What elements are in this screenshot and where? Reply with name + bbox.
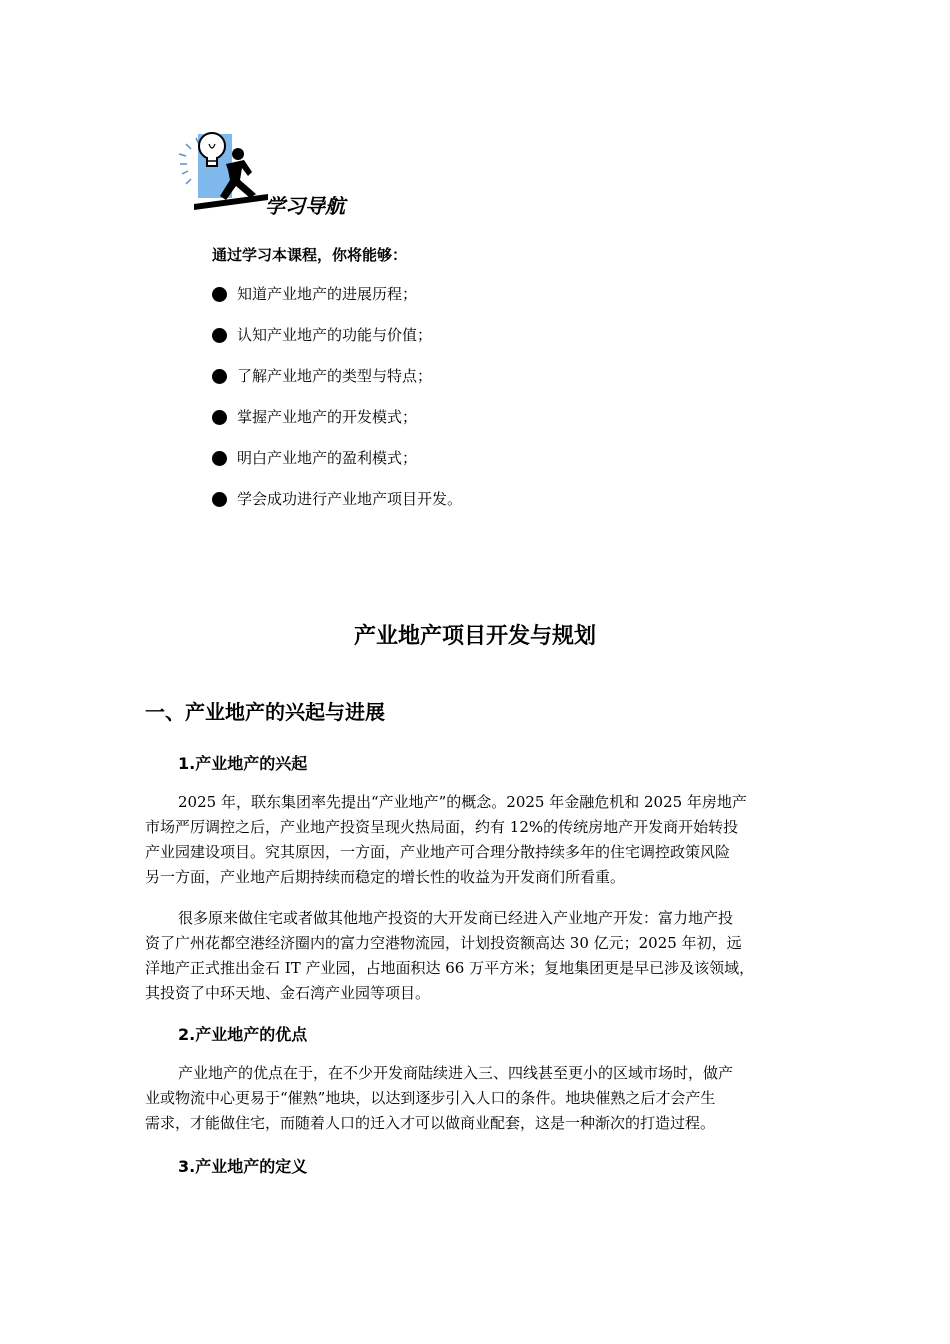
learning-nav-title: 学习导航: [265, 194, 345, 218]
paragraph-line: 需求，才能做住宅，而随着人口的迁入才可以做商业配套，这是一种渐次的打造过程。: [145, 1114, 716, 1132]
bullet-icon: [212, 492, 227, 507]
paragraph-line: 2025 年，联东集团率先提出“产业地产”的概念。2025 年金融危机和 2025 年房地产: [178, 793, 747, 811]
paragraph-line: 另一方面，产业地产后期持续而稳定的增长性的收益为开发商们所看重。: [145, 868, 626, 886]
section-heading: 一、产业地产的兴起与进展: [145, 700, 385, 724]
subsection-heading-advantages: 2.产业地产的优点: [178, 1025, 308, 1044]
paragraph-line: 业或物流中心更易于“催熟”地块，以达到逐步引入人口的条件。地块催熟之后才会产生: [145, 1089, 716, 1107]
document-title: 产业地产项目开发与规划: [353, 624, 596, 649]
paragraph-line: 资了广州花都空港经济圈内的富力空港物流园，计划投资额高达 30 亿元；2025 年初，远: [145, 934, 742, 952]
subsection-heading-definition: 3.产业地产的定义: [178, 1157, 308, 1176]
goal-text: 明白产业地产的盈利模式；: [237, 449, 418, 467]
list-item: [212, 447, 462, 488]
list-item: [212, 365, 462, 406]
bullet-icon: [212, 410, 227, 425]
learning-goals-list: [212, 283, 462, 529]
bullet-icon: [212, 287, 227, 302]
list-item: [212, 324, 462, 365]
lightbulb-figure-icon: [176, 124, 272, 216]
bullet-icon: [212, 369, 227, 384]
course-intro: 通过学习本课程，你将能够：: [212, 246, 408, 264]
list-item: [212, 406, 462, 447]
goal-text: 认知产业地产的功能与价值；: [237, 326, 433, 344]
paragraph-line: 很多原来做住宅或者做其他地产投资的大开发商已经进入产业地产开发：富力地产投: [178, 909, 734, 927]
list-item: [212, 283, 462, 324]
goal-text: 掌握产业地产的开发模式；: [237, 408, 418, 426]
paragraph-line: 产业园建设项目。究其原因，一方面，产业地产可合理分散持续多年的住宅调控政策风险: [145, 843, 731, 861]
paragraph-rise-2: [145, 906, 817, 1006]
paragraph-line: 产业地产的优点在于，在不少开发商陆续进入三、四线甚至更小的区域市场时，做产: [178, 1064, 734, 1082]
paragraph-line: 其投资了中环天地、金石湾产业园等项目。: [145, 984, 431, 1002]
paragraph-advantages: [145, 1061, 817, 1136]
paragraph-rise-1: [145, 790, 817, 890]
goal-text: 知道产业地产的进展历程；: [237, 285, 418, 303]
bullet-icon: [212, 328, 227, 343]
list-item: [212, 488, 462, 529]
goal-text: 了解产业地产的类型与特点；: [237, 367, 433, 385]
paragraph-line: 市场严厉调控之后，产业地产投资呈现火热局面，约有 12%的传统房地产开发商开始转投: [145, 818, 739, 836]
goal-text: 学会成功进行产业地产项目开发。: [237, 490, 463, 508]
paragraph-line: 洋地产正式推出金石 IT 产业园，占地面积达 66 万平方米；复地集团更是早已涉及该领域，: [145, 959, 755, 977]
bullet-icon: [212, 451, 227, 466]
subsection-heading-rise: 1.产业地产的兴起: [178, 754, 308, 773]
